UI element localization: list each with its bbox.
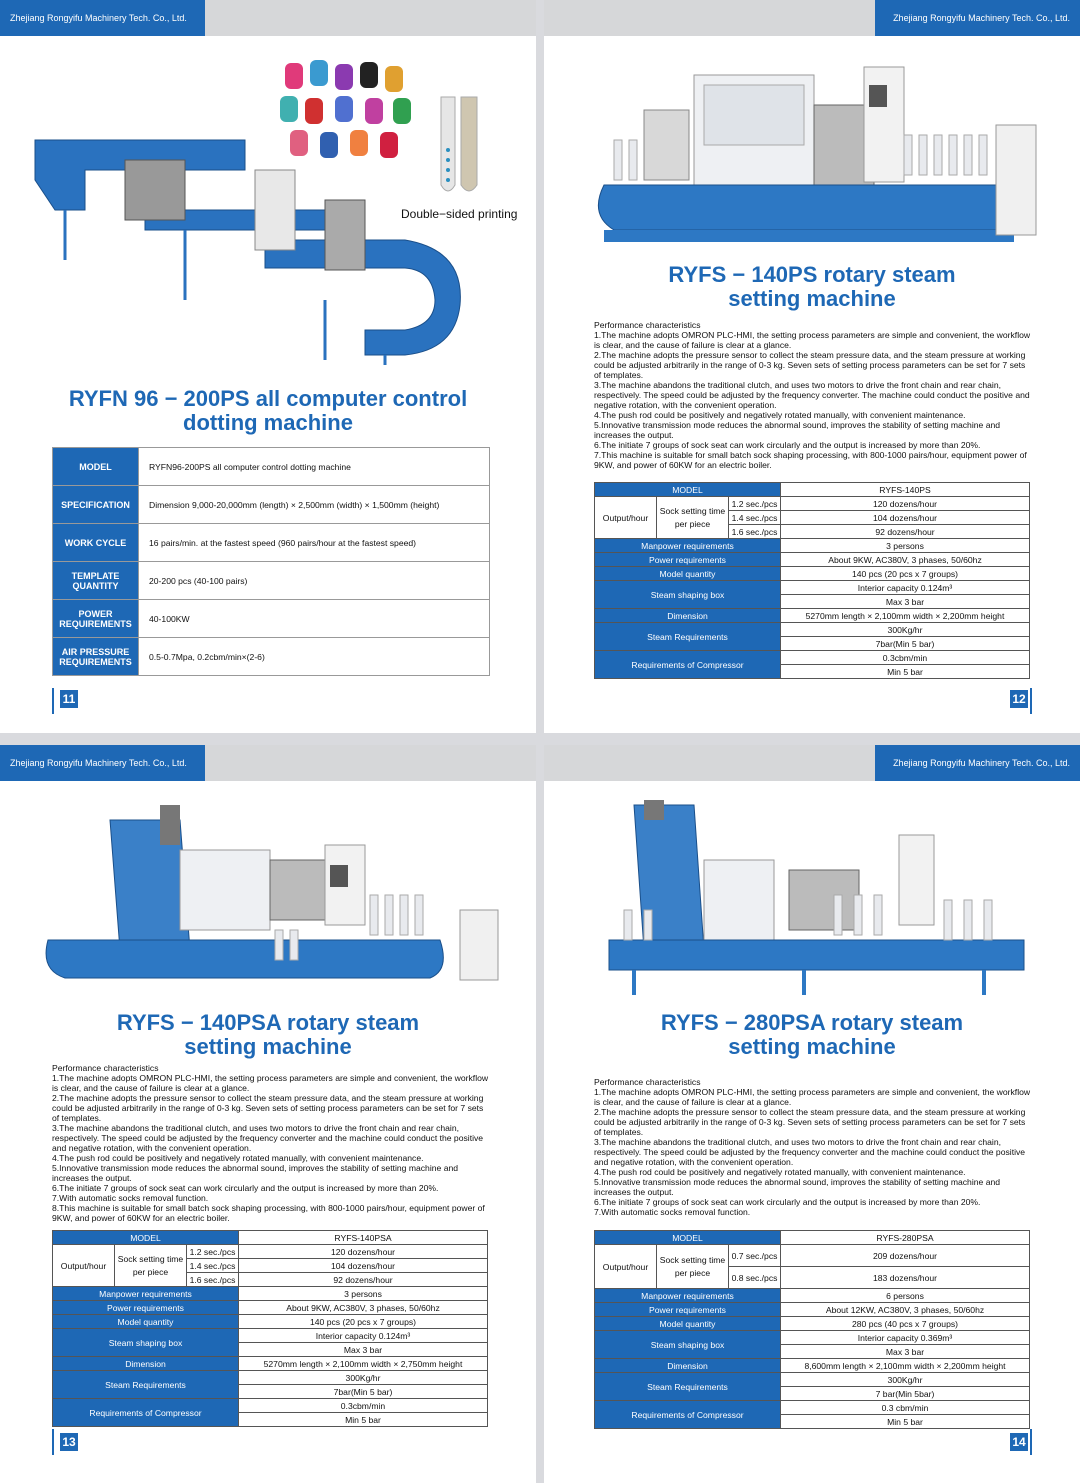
spec-label: WORK CYCLE [53,524,139,562]
table-row [595,1317,1030,1331]
title-line-1: RYFS − 280PSA rotary steam [660,1010,964,1035]
feature-item: 7.With automatic socks removal function. [52,1193,209,1203]
title-line-1: RYFS − 140PSA rotary steam [116,1010,420,1035]
row-value: 5270mm length × 2,100mm width × 2,200mm height [781,609,1030,623]
table-row [595,1245,1030,1267]
table-row [53,1329,488,1343]
row-value: 280 pcs (40 pcs x 7 groups) [781,1317,1030,1331]
rate-time: 1.2 sec./pcs [187,1245,239,1259]
table-row [595,553,1030,567]
features-text [594,320,1034,470]
row-value: 6 persons [781,1289,1030,1303]
rotary-machine-photo [40,800,500,995]
title-line-2: setting machine [184,1034,352,1059]
feature-item: 5.Innovative transmission mode reduces the abnormal sound, improves the stability of setting machine and increases the output. [594,1177,1001,1197]
rate-value: 183 dozens/hour [781,1267,1030,1289]
row-value: 8,600mm length × 2,100mm width × 2,200mm height [781,1359,1030,1373]
table-row [595,581,1030,595]
row-value: 0.3cbm/min [781,651,1030,665]
row-label: Dimension [53,1357,239,1371]
row-label: Dimension [595,1359,781,1373]
row-value: Max 3 bar [781,1345,1030,1359]
table-row [53,486,490,524]
features-text [52,1063,492,1223]
row-label: Requirements of Compressor [53,1399,239,1427]
feature-item: 4.The push rod could be positively and negatively rotated manually, with convenient maintenance. [594,1167,966,1177]
feature-item: 8.This machine is suitable for small batch sock shaping processing, with 800-1000 pairs/hour, equipment power of 9KW, and power of 60KW for an electric boiler. [52,1203,485,1223]
row-value: Min 5 bar [239,1413,488,1427]
row-value: 3 persons [239,1287,488,1301]
spec-label: MODEL [53,448,139,486]
feature-item: 6.The initiate 7 groups of sock seat can work circularly and the output is increased by more than 20%. [594,1197,981,1207]
output-label: Output/hour [595,1245,657,1289]
row-label: Manpower requirements [53,1287,239,1301]
row-value: 0.3 cbm/min [781,1401,1030,1415]
row-value: About 12KW, AC380V, 3 phases, 50/60hz [781,1303,1030,1317]
page-title [20,1011,516,1059]
table-row [53,1301,488,1315]
title-line-2: setting machine [728,286,896,311]
feature-item: 1.The machine adopts OMRON PLC-HMI, the setting process parameters are simple and convenient, the workflow is clear, and the cause of failure is clear at a glance. [594,1087,1031,1107]
table-row [595,609,1030,623]
row-value: 300Kg/hr [781,623,1030,637]
page-number: 12 [1010,690,1028,708]
rate-time: 1.4 sec./pcs [729,511,781,525]
page-13 [0,745,536,1483]
row-label: Steam shaping box [595,1331,781,1359]
sock-sole-photo [435,95,483,200]
feature-item: 2.The machine adopts the pressure sensor to collect the steam pressure data, and the steam pressure at working could be adjusted arbitrarily in the range of 0-3 kg. Seven sets of setting process parameters can be set for 7 sets of templates. [52,1093,484,1123]
table-row [53,562,490,600]
table-row [53,1287,488,1301]
company-header: Zhejiang Rongyifu Machinery Tech. Co., Ltd. [875,745,1080,781]
double-sided-caption: Double−sided printing [401,207,518,221]
sock-label: Sock setting time per piece [657,497,729,539]
company-header: Zhejiang Rongyifu Machinery Tech. Co., Ltd. [0,745,205,781]
rate-time: 1.6 sec./pcs [729,525,781,539]
row-value: 140 pcs (20 pcs x 7 groups) [781,567,1030,581]
row-value: 300Kg/hr [239,1371,488,1385]
table-row [595,623,1030,637]
page-number-bar [52,1429,54,1455]
rate-value: 120 dozens/hour [781,497,1030,511]
rate-time: 0.8 sec./pcs [729,1267,781,1289]
company-header: Zhejiang Rongyifu Machinery Tech. Co., Ltd. [0,0,205,36]
spec-value: RYFN96-200PS all computer control dotting machine [139,448,490,486]
rate-value: 104 dozens/hour [781,511,1030,525]
rate-value: 120 dozens/hour [239,1245,488,1259]
row-label: Requirements of Compressor [595,651,781,679]
spec-label: SPECIFICATION [53,486,139,524]
model-label: MODEL [595,483,781,497]
rate-value: 92 dozens/hour [781,525,1030,539]
feature-item: 4.The push rod could be positively and negatively rotated manually, with convenient maintenance. [52,1153,424,1163]
title-line-2: dotting machine [183,410,353,435]
table-row [595,539,1030,553]
table-row [595,497,1030,511]
row-value: Max 3 bar [239,1343,488,1357]
feature-heading: Performance characteristics [594,320,701,330]
table-row [595,1231,1030,1245]
output-label: Output/hour [53,1245,115,1287]
page-number-bar [1030,1429,1032,1455]
spec-value: 0.5-0.7Mpa, 0.2cbm/min×(2-6) [139,638,490,676]
table-row [595,1331,1030,1345]
feature-item: 2.The machine adopts the pressure sensor to collect the steam pressure data, and the steam pressure at working could be adjusted arbitrarily in the range of 0-3 kg. Seven sets of setting process parameters can be set for 7 sets of templates. [594,350,1026,380]
rate-time: 1.6 sec./pcs [187,1273,239,1287]
rate-time: 1.4 sec./pcs [187,1259,239,1273]
model-value: RYFS-140PS [781,483,1030,497]
feature-heading: Performance characteristics [52,1063,159,1073]
row-label: Model quantity [595,1317,781,1331]
row-label: Manpower requirements [595,539,781,553]
spec-table [594,482,1030,679]
page-title [564,1011,1060,1059]
table-row [53,1399,488,1413]
title-line-2: setting machine [728,1034,896,1059]
feature-item: 4.The push rod could be positively and negatively rotated manually, with convenient maintenance. [594,410,966,420]
row-value: 7bar(Min 5 bar) [781,637,1030,651]
table-row [53,448,490,486]
row-value: 0.3cbm/min [239,1399,488,1413]
row-label: Model quantity [595,567,781,581]
page-title [20,387,516,435]
table-row [595,1303,1030,1317]
feature-item: 7.This machine is suitable for small batch sock shaping processing, with 800-1000 pairs/hour, equipment power of 9KW, and power of 60KW for an electric boiler. [594,450,1027,470]
row-value: 5270mm length × 2,100mm width × 2,750mm height [239,1357,488,1371]
row-value: 7bar(Min 5 bar) [239,1385,488,1399]
feature-item: 1.The machine adopts OMRON PLC-HMI, the setting process parameters are simple and convenient, the workflow is clear, and the cause of failure is clear at a glance. [594,330,1031,350]
feature-item: 6.The initiate 7 groups of sock seat can work circularly and the output is increased by more than 20%. [594,440,981,450]
feature-heading: Performance characteristics [594,1077,701,1087]
row-label: Steam Requirements [53,1371,239,1399]
table-row [595,1359,1030,1373]
row-value: Interior capacity 0.124m³ [781,581,1030,595]
spec-label: AIR PRESSURE REQUIREMENTS [53,638,139,676]
page-number: 11 [60,690,78,708]
row-label: Steam Requirements [595,623,781,651]
model-label: MODEL [595,1231,781,1245]
rate-value: 104 dozens/hour [239,1259,488,1273]
page-number-bar [1030,688,1032,714]
features-text [594,1077,1034,1217]
row-value: Interior capacity 0.124m³ [239,1329,488,1343]
spec-label: TEMPLATE QUANTITY [53,562,139,600]
row-label: Dimension [595,609,781,623]
rate-time: 1.2 sec./pcs [729,497,781,511]
row-label: Power requirements [53,1301,239,1315]
table-row [595,1373,1030,1387]
table-row [595,567,1030,581]
table-row [595,1401,1030,1415]
row-label: Power requirements [595,1303,781,1317]
rate-value: 92 dozens/hour [239,1273,488,1287]
rotary-machine-photo [604,800,1034,1000]
model-value: RYFS-280PSA [781,1231,1030,1245]
row-value: 7 bar(Min 5bar) [781,1387,1030,1401]
spec-table [52,1230,488,1427]
page-number: 13 [60,1433,78,1451]
company-header: Zhejiang Rongyifu Machinery Tech. Co., Ltd. [875,0,1080,36]
model-value: RYFS-140PSA [239,1231,488,1245]
table-row [53,1371,488,1385]
table-row [53,638,490,676]
sock-label: Sock setting time per piece [115,1245,187,1287]
row-label: Model quantity [53,1315,239,1329]
table-row [595,651,1030,665]
feature-item: 7.With automatic socks removal function. [594,1207,751,1217]
row-label: Steam Requirements [595,1373,781,1401]
row-value: About 9KW, AC380V, 3 phases, 50/60hz [239,1301,488,1315]
page-number: 14 [1010,1433,1028,1451]
row-value: Max 3 bar [781,595,1030,609]
row-value: 140 pcs (20 pcs x 7 groups) [239,1315,488,1329]
row-value: 300Kg/hr [781,1373,1030,1387]
spec-table [594,1230,1030,1429]
model-label: MODEL [53,1231,239,1245]
feature-item: 5.Innovative transmission mode reduces the abnormal sound, improves the stability of setting machine and increases the output. [594,420,1001,440]
title-line-1: RYFN 96 − 200PS all computer control [68,386,468,411]
spec-value: 16 pairs/min. at the fastest speed (960 pairs/hour at the fastest speed) [139,524,490,562]
row-label: Requirements of Compressor [595,1401,781,1429]
table-row [53,1357,488,1371]
table-row [53,1245,488,1259]
feature-item: 2.The machine adopts the pressure sensor to collect the steam pressure data, and the steam pressure at working could be adjusted arbitrarily in the range of 0-3 kg. Seven sets of setting process parameters can be set for 7 sets of templates. [594,1107,1026,1137]
row-value: Min 5 bar [781,1415,1030,1429]
row-value: 3 persons [781,539,1030,553]
table-row [53,1315,488,1329]
spec-value: Dimension 9,000-20,000mm (length) × 2,500mm (width) × 1,500mm (height) [139,486,490,524]
page-12 [544,0,1080,733]
table-row [595,483,1030,497]
feature-item: 1.The machine adopts OMRON PLC-HMI, the setting process parameters are simple and convenient, the workflow is clear, and the cause of failure is clear at a glance. [52,1073,489,1093]
spec-value: 20-200 pcs (40-100 pairs) [139,562,490,600]
page-title [564,263,1060,311]
table-row [595,1289,1030,1303]
row-label: Steam shaping box [595,581,781,609]
feature-item: 6.The initiate 7 groups of sock seat can work circularly and the output is increased by more than 20%. [52,1183,439,1193]
table-row [53,1231,488,1245]
page-14 [544,745,1080,1483]
title-line-1: RYFS − 140PS rotary steam [668,262,956,287]
spec-table [52,447,490,676]
feature-item: 3.The machine abandons the traditional clutch, and uses two motors to drive the front chain and rear chain, respectively. The speed could be adjusted by the frequency converter and the machine could conduct the positive and negative rotation, with the convenient operation. [594,1137,1026,1167]
output-label: Output/hour [595,497,657,539]
row-label: Power requirements [595,553,781,567]
row-label: Steam shaping box [53,1329,239,1357]
rotary-machine-photo [584,65,1064,250]
row-value: Min 5 bar [781,665,1030,679]
feature-item: 3.The machine abandons the traditional clutch, and uses two motors to drive the front chain and rear chain, respectively. The speed could be adjusted by the frequency converter and the machine could conduct the positive and negative rotation, with the convenient operation. [52,1123,484,1153]
sock-label: Sock setting time per piece [657,1245,729,1289]
rate-time: 0.7 sec./pcs [729,1245,781,1267]
page-11 [0,0,536,733]
row-value: About 9KW, AC380V, 3 phases, 50/60hz [781,553,1030,567]
table-row [53,524,490,562]
feature-item: 3.The machine abandons the traditional clutch, and uses two motors to drive the front chain and rear chain, respectively. The speed could be adjusted by the frequency converter. The machine could conduct the positive and negative rotation, with the convenient operation. [594,380,1030,410]
feature-item: 5.Innovative transmission mode reduces the abnormal sound, improves the stability of setting machine and increases the output. [52,1163,459,1183]
rate-value: 209 dozens/hour [781,1245,1030,1267]
spec-label: POWER REQUIREMENTS [53,600,139,638]
spec-value: 40-100KW [139,600,490,638]
row-label: Manpower requirements [595,1289,781,1303]
page-number-bar [52,688,54,714]
row-value: Interior capacity 0.369m³ [781,1331,1030,1345]
table-row [53,600,490,638]
gloves-photo [275,58,420,168]
